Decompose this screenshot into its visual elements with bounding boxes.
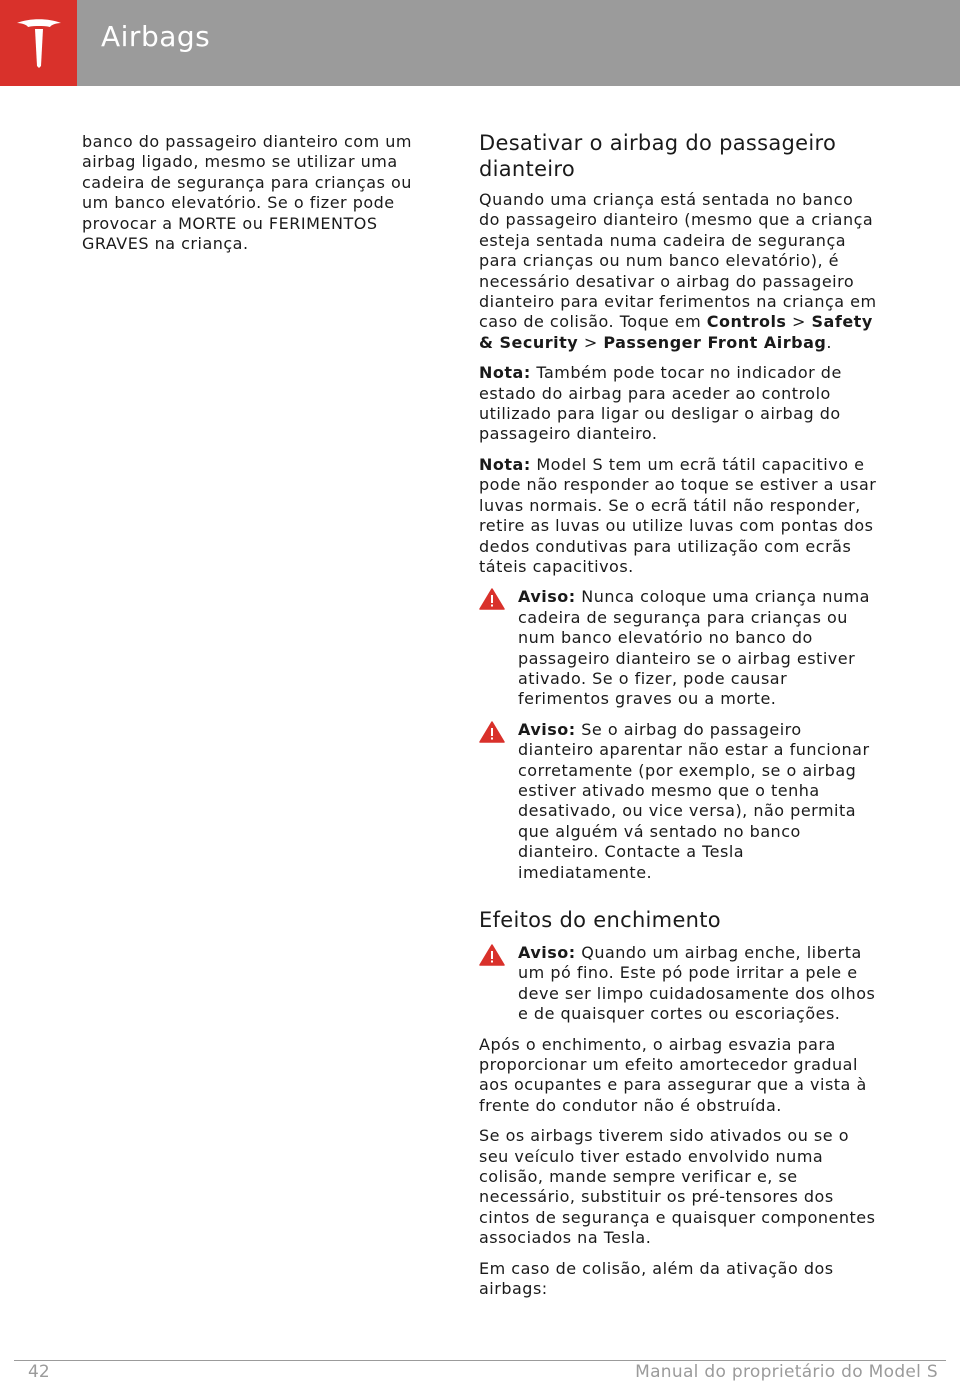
- warning-triangle-icon: [479, 721, 505, 743]
- note-status-indicator: [479, 363, 879, 445]
- page-header: [0, 0, 960, 86]
- instructions-end: .: [826, 332, 832, 352]
- right-column: [479, 130, 879, 1310]
- left-column: [82, 132, 442, 254]
- warning-text: Nunca coloque uma criança numa cadeira de segurança para crianças ou num banco elevatório no banco do passageiro dianteiro se o airbag estiver ativado. Se o fizer, pode causar ferimentos graves ou a morte.: [518, 587, 870, 709]
- warning-text: Se o airbag do passageiro dianteiro aparentar não estar a funcionar corretamente (por exemplo, se o airbag estiver ativado mesmo que o tenha desativado, ou vice versa), não permita que alguém vá sentado no banco dianteiro. Contacte a Tesla imediatamente.: [518, 719, 870, 882]
- menu-path-passenger-front-airbag: Passenger Front Airbag: [603, 332, 827, 352]
- warning-triangle-icon: [479, 944, 505, 966]
- note-label: Nota:: [479, 454, 531, 474]
- page-title: Airbags: [101, 20, 211, 53]
- note-text: Model S tem um ecrã tátil capacitivo e pode não responder ao toque se estiver a usar luvas normais. Se o ecrã tátil não responder, retire as luvas ou utilize luvas com pontas dos dedos condutivas para utilização com ecrãs táteis capacitivos.: [479, 454, 877, 576]
- deactivate-instructions: [479, 190, 879, 353]
- brand-logo-box: [0, 0, 77, 86]
- paragraph-inspection: Se os airbags tiverem sido ativados ou se o seu veículo tiver estado envolvido numa colisão, mande sempre verificar e, se necessário, substituir os pré-tensores dos cintos de segurança e quaisquer componentes associados na Tesla.: [479, 1126, 876, 1248]
- warning-airbag-malfunction: [479, 720, 879, 883]
- warning-triangle-icon: [479, 588, 505, 610]
- manual-name: Manual do proprietário do Model S: [635, 1362, 938, 1382]
- menu-path-separator: >: [786, 312, 812, 332]
- continued-warning-text: banco do passageiro dianteiro com um airbag ligado, mesmo se utilizar uma cadeira de segurança para crianças ou um banco elevatório. Se o fizer pode provocar a MORTE ou FERIMENTOS GRAVES na criança.: [82, 132, 412, 254]
- warning-airbag-powder: [479, 943, 879, 1025]
- note-touchscreen: [479, 455, 879, 577]
- instructions-text: Quando uma criança está sentada no banco do passageiro dianteiro (mesmo que a criança esteja sentada numa cadeira de segurança para crianças ou num banco elevatório), é necessário desativar o airbag do passageiro dianteiro para evitar ferimentos na criança em caso de colisão. Toque em: [479, 190, 877, 332]
- note-text: Também pode tocar no indicador de estado do airbag para aceder ao controlo utilizado para ligar ou desligar o airbag do passageiro dianteiro.: [479, 363, 842, 444]
- menu-path-safety-security: Safety & Security: [479, 312, 873, 352]
- warning-label: Aviso:: [518, 719, 576, 739]
- warning-text: Quando um airbag enche, liberta um pó fino. Este pó pode irritar a pele e deve ser limpo cuidadosamente dos olhos e de quaisquer cortes ou escoriações.: [518, 943, 876, 1024]
- footer-divider: [14, 1360, 946, 1361]
- note-label: Nota:: [479, 363, 531, 383]
- section-heading-deactivate-airbag: Desativar o airbag do passageiro dianteiro: [479, 131, 837, 181]
- menu-path-controls: Controls: [706, 312, 787, 332]
- menu-path-separator: >: [578, 332, 604, 352]
- paragraph-deflation: Após o enchimento, o airbag esvazia para proporcionar um efeito amortecedor gradual aos ocupantes e para assegurar que a vista à frente do condutor não é obstruída.: [479, 1034, 867, 1115]
- warning-child-seat: [479, 587, 879, 709]
- warning-label: Aviso:: [518, 587, 576, 607]
- paragraph-collision: Em caso de colisão, além da ativação dos airbags:: [479, 1258, 834, 1299]
- tesla-logo-icon: [15, 17, 63, 69]
- page-number: 42: [28, 1362, 50, 1382]
- section-heading-inflation-effects: Efeitos do enchimento: [479, 908, 721, 932]
- warning-label: Aviso:: [518, 943, 576, 962]
